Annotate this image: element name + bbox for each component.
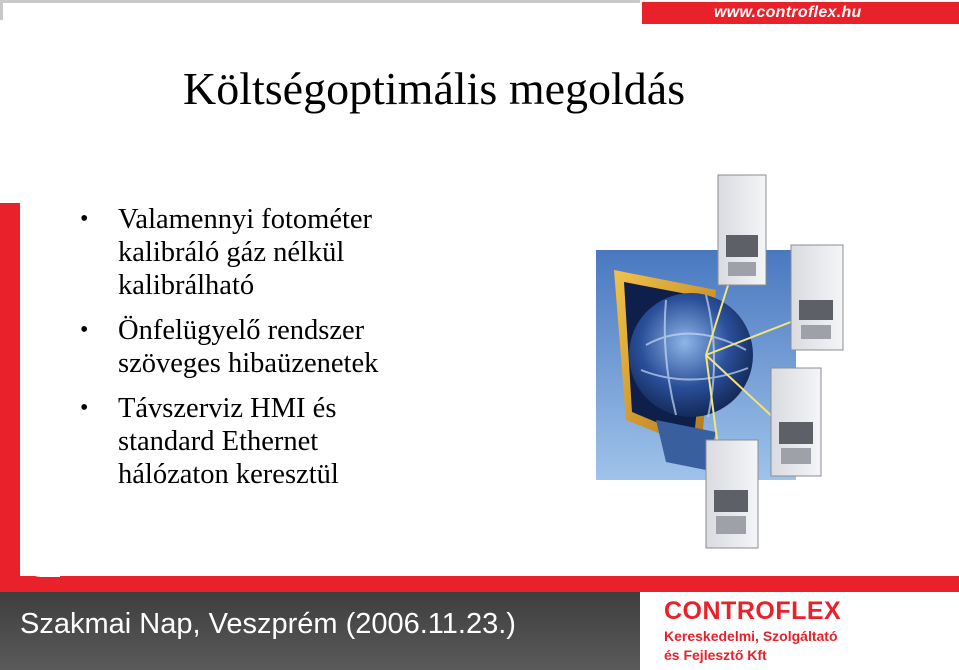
bullet-glyph: • (80, 206, 89, 232)
event-caption: Szakmai Nap, Veszprém (2006.11.23.) (20, 608, 516, 640)
bullet-glyph: • (80, 395, 89, 421)
red-frame-left-cap (0, 203, 20, 211)
bullet-text-line: standard Ethernet (118, 426, 319, 457)
company-tagline-line-1: Kereskedelmi, Szolgáltató (664, 628, 838, 644)
bullet-text-line: Önfelügyelő rendszer (118, 315, 365, 346)
website-url-banner: www.controflex.hu (642, 2, 959, 24)
red-frame-left (0, 203, 20, 591)
server-cabinet-icon (771, 368, 821, 476)
bullet-text-line: Valamennyi fotométer (118, 204, 373, 235)
bullet-text-line: kalibráló gáz nélkül (118, 237, 345, 268)
bullet-glyph: • (80, 317, 89, 343)
top-frame-line (0, 0, 640, 3)
bullet-text-line: Távszerviz HMI és (118, 393, 337, 424)
company-logo: CONTROFLEX (664, 597, 842, 625)
slide-title: Költségoptimális megoldás (183, 63, 686, 114)
bullet-text-line: kalibrálható (118, 270, 255, 301)
company-logo-block (640, 592, 959, 670)
top-frame-corner (0, 0, 3, 20)
footer (0, 592, 959, 670)
bullet-text-line: szöveges hibaüzenetek (118, 348, 379, 379)
bullet-item (80, 203, 500, 302)
footer-caption-bar (0, 592, 640, 670)
bullet-list (80, 203, 500, 503)
server-cabinet-icon (718, 175, 766, 285)
bullet-item (80, 314, 500, 380)
server-cabinet-icon (791, 245, 843, 350)
bullet-item (80, 392, 500, 491)
server-cabinet-icon (706, 440, 758, 548)
bullet-text-line: hálózaton keresztül (118, 459, 339, 490)
network-illustration (596, 170, 856, 550)
red-frame-curve (20, 556, 60, 577)
red-frame-bottom (0, 576, 959, 592)
company-tagline-line-2: és Fejlesztő Kft (664, 647, 767, 663)
